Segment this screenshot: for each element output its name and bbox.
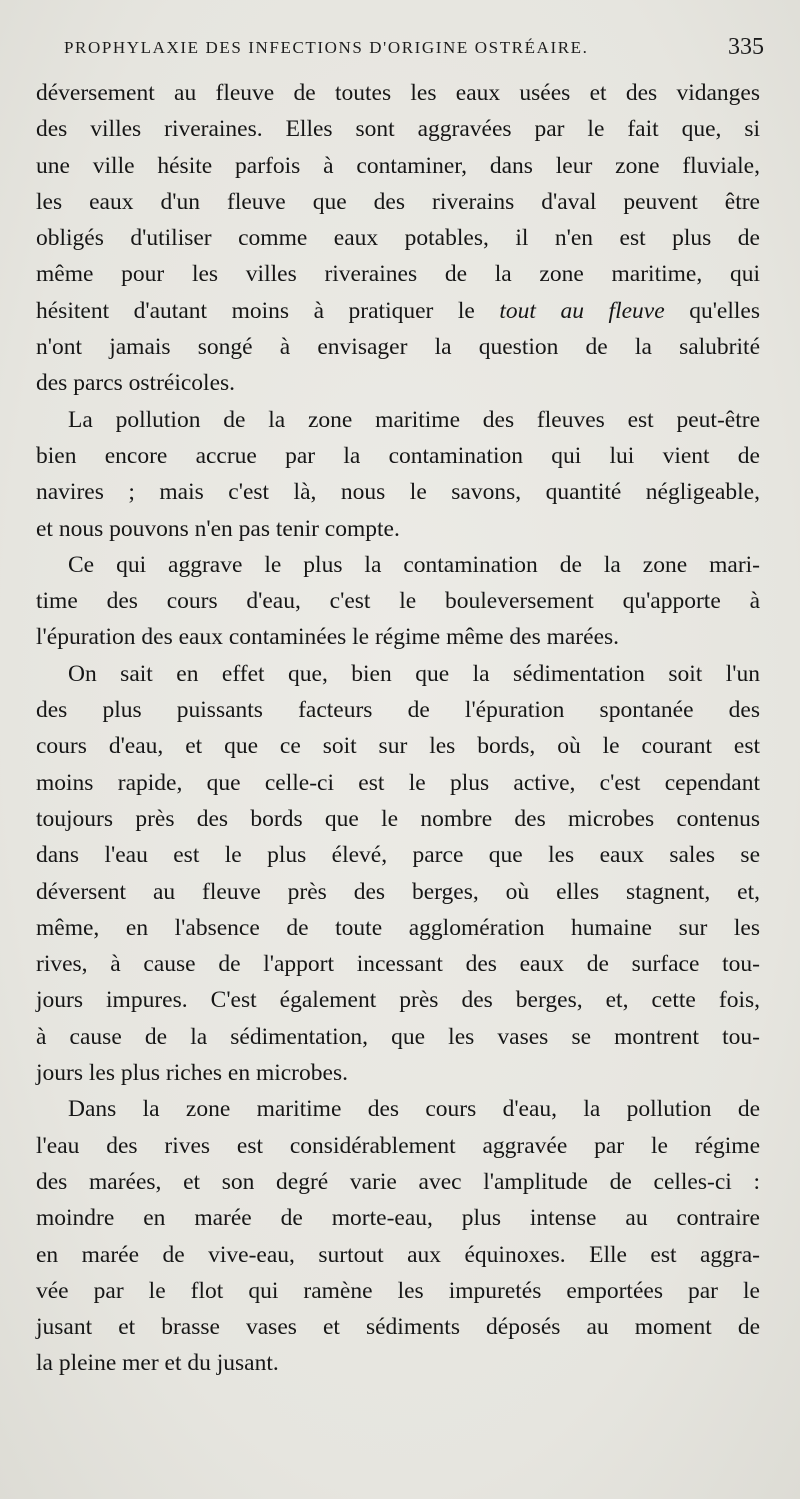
text-line: même pour les villes riveraines de la zone maritime, qui [36, 261, 760, 288]
text-line: cours d'eau, et que ce soit sur les bords, où le courant est [36, 733, 760, 760]
text-fragment: qu'elles [689, 297, 760, 324]
text-line: déversement au fleuve de toutes les eaux usées et des vidanges [36, 80, 760, 106]
text-line: et nous pouvons n'en pas tenir compte. [36, 515, 400, 542]
text-line: la pleine mer et du jusant. [36, 1350, 279, 1377]
text-line: bien encore accrue par la contamination qui lui vient de [36, 442, 760, 469]
text-line: des parcs ostréicoles. [36, 370, 236, 397]
text-line: en marée de vive-eau, surtout aux équinoxes. Elle est aggra- [36, 1241, 760, 1268]
text-line: jours impures. C'est également près des berges, et, cette fois, [36, 987, 760, 1014]
text-line: n'ont jamais songé à envisager la question de la salubrité [36, 334, 760, 361]
paragraph-1 [36, 75, 760, 402]
text-line: jours les plus riches en microbes. [36, 1060, 348, 1087]
text-line: même, en l'absence de toute agglomération humaine sur les [36, 914, 760, 941]
body-text [36, 75, 760, 1382]
paragraph-3 [36, 547, 760, 656]
text-line: moindre en marée de morte-eau, plus intense au contraire [36, 1205, 760, 1232]
page-number: 335 [728, 34, 764, 60]
text-fragment: hésitent d'autant moins à pratiquer le [36, 297, 475, 324]
text-line: Dans la zone maritime des cours d'eau, la pollution de [68, 1096, 760, 1123]
text-line: l'eau des rives est considérablement aggravée par le régime [36, 1132, 760, 1159]
paragraph-4 [36, 656, 760, 1092]
paragraph-2 [36, 402, 760, 547]
text-line: dans l'eau est le plus élevé, parce que les eaux sales se [36, 842, 760, 869]
text-line: des plus puissants facteurs de l'épuration spontanée des [36, 697, 760, 724]
text-line: une ville hésite parfois à contaminer, dans leur zone fluviale, [36, 152, 760, 179]
text-line: jusant et brasse vases et sédiments déposés au moment de [36, 1314, 760, 1341]
text-line: navires ; mais c'est là, nous le savons, quantité négligeable, [36, 479, 760, 506]
paragraph-5 [36, 1091, 760, 1381]
text-line: vée par le flot qui ramène les impuretés emportées par le [36, 1277, 760, 1304]
running-head [64, 34, 764, 64]
text-line: toujours près des bords que le nombre des microbes contenus [36, 805, 760, 832]
text-line: On sait en effet que, bien que la sédimentation soit l'un [68, 660, 760, 687]
text-line: Ce qui aggrave le plus la contamination de la zone mari- [68, 551, 760, 578]
text-line: à cause de la sédimentation, que les vases se montrent tou- [36, 1023, 760, 1050]
text-line: les eaux d'un fleuve que des riverains d'aval peuvent être [36, 188, 760, 215]
text-line: des marées, et son degré varie avec l'amplitude de celles-ci : [36, 1168, 760, 1195]
text-line: moins rapide, que celle-ci est le plus active, c'est cependant [36, 769, 760, 796]
text-line: des villes riveraines. Elles sont aggravées par le fait que, si [36, 116, 760, 143]
text-line: La pollution de la zone maritime des fleuves est peut-être [68, 406, 760, 433]
text-line: rives, à cause de l'apport incessant des eaux de surface tou- [36, 951, 760, 978]
text-line: l'épuration des eaux contaminées le régime même des marées. [36, 624, 620, 651]
text-line: déversent au fleuve près des berges, où elles stagnent, et, [36, 878, 760, 905]
text-line-with-italic [36, 293, 760, 329]
running-head-title: PROPHYLAXIE DES INFECTIONS D'ORIGINE OSTRÉAIRE. [64, 38, 589, 57]
text-line: time des cours d'eau, c'est le bouleversement qu'apporte à [36, 588, 760, 615]
italic-phrase: tout au fleuve [499, 297, 665, 324]
text-line: obligés d'utiliser comme eaux potables, il n'en est plus de [36, 225, 760, 252]
